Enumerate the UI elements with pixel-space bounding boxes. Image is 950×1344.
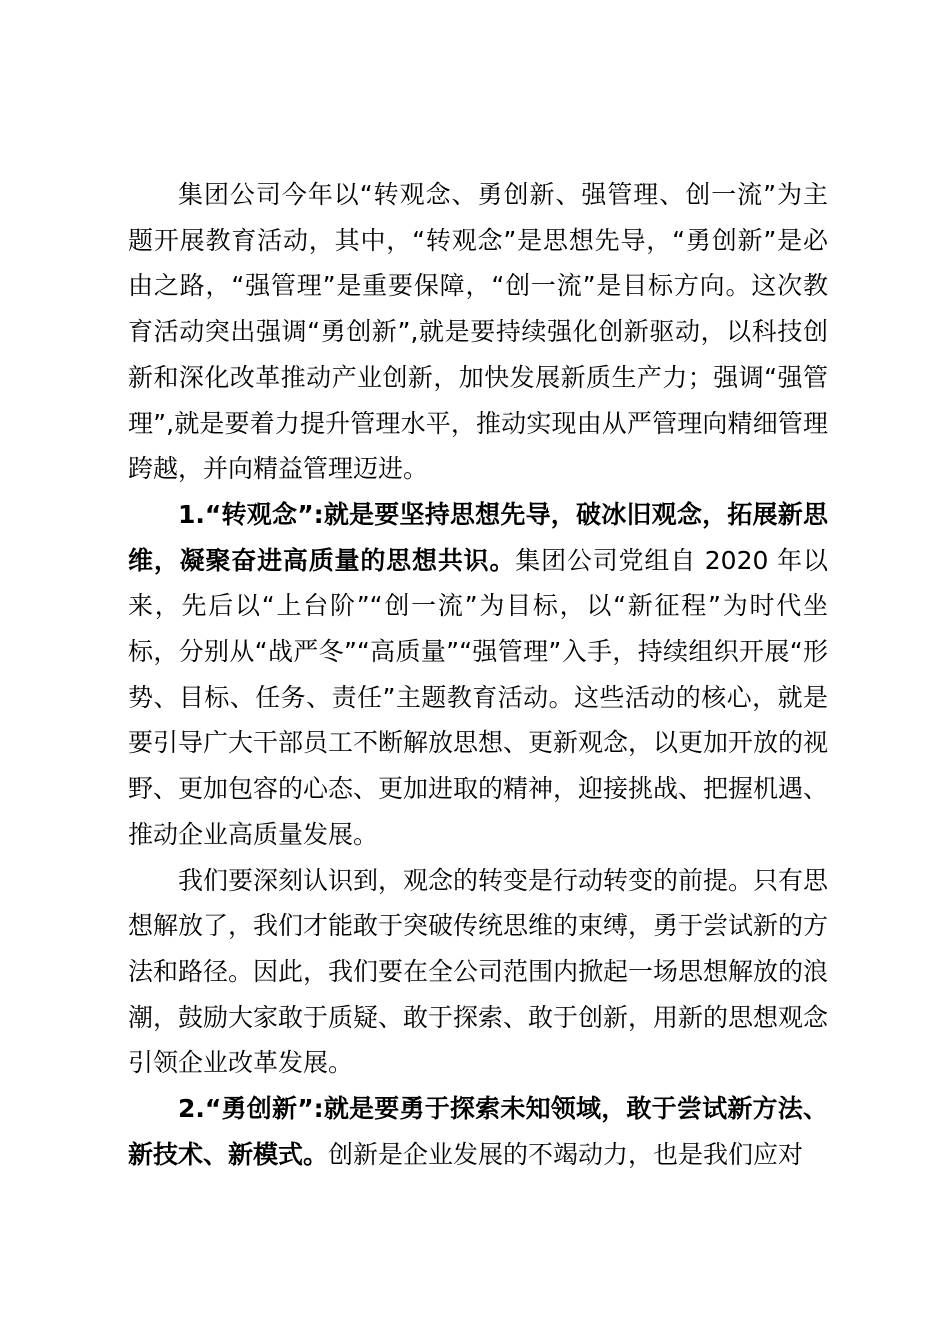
paragraph-body: 创新是企业发展的不竭动力，也是我们应对 xyxy=(328,1139,804,1169)
paragraph-section-1-detail xyxy=(128,858,828,1087)
paragraph-body: 集团公司党组自 2020 年以来，先后以“上台阶”“创一流”为目标，以“新征程”为时代坐标，分别从“战严冬”“高质量”“强管理”入手，持续组织开展“形势、目标、任务、责任”主题教育活动。这些活动的核心，就是要引导广大干部员工不断解放思想、更新观念，以更加开放的视野、更加包容的心态、更加进取的精神，迎接挑战、把握机遇、推动企业高质量发展。 xyxy=(128,545,829,849)
paragraph-intro xyxy=(128,172,828,492)
paragraph-body: 集团公司今年以“转观念、勇创新、强管理、创一流”为主题开展教育活动，其中，“转观念”是思想先导，“勇创新”是必由之路，“强管理”是重要保障，“创一流”是目标方向。这次教育活动突出强调“勇创新”,就是要持续强化创新驱动，以科技创新和深化改革推动产业创新，加快发展新质生产力；强调“强管理”,就是要着力提升管理水平，推动实现由从严管理向精细管理跨越，并向精益管理迈进。 xyxy=(128,180,828,484)
section-heading-2: 2.“勇创新”:就是要勇于探索未知领域，敢于尝试新方法、新技术、新模式。 xyxy=(128,1094,828,1169)
document-page xyxy=(128,172,828,1177)
paragraph-body: 我们要深刻认识到，观念的转变是行动转变的前提。只有思想解放了，我们才能敢于突破传统思维的束缚，勇于尝试新的方法和路径。因此，我们要在全公司范围内掀起一场思想解放的浪潮，鼓励大家敢于质疑、敢于探索、敢于创新，用新的思想观念引领企业改革发展。 xyxy=(128,865,829,1078)
paragraph-section-2 xyxy=(128,1086,828,1177)
section-heading-1: 1.“转观念”:就是要坚持思想先导，破冰旧观念，拓展新思维，凝聚奋进高质量的思想共识。 xyxy=(128,499,828,575)
paragraph-section-1 xyxy=(128,492,828,858)
